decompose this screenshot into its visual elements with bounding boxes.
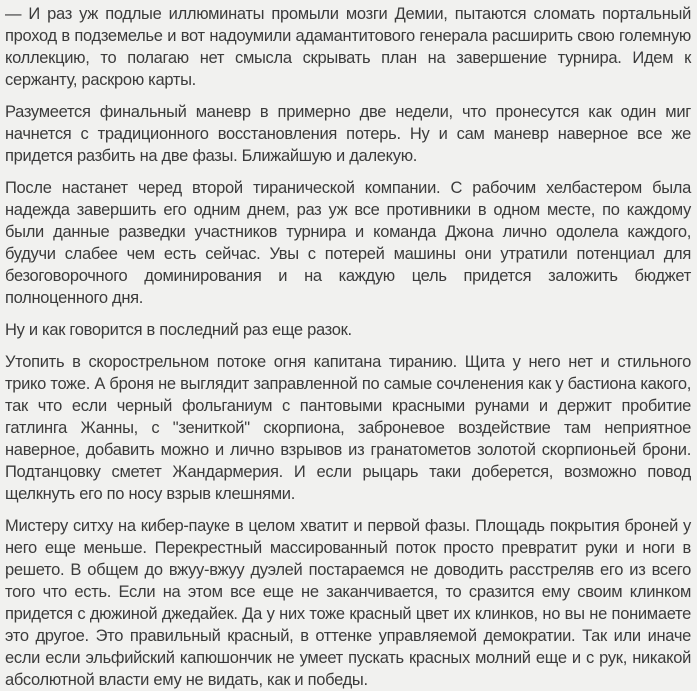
paragraph-2: Разумеется финальный маневр в примерно две недели, что пронесутся как один миг начнется с традиционного восстановления потерь. Ну и сам маневр наверное все же придется разбить на две фазы. Ближайшую и далекую. — [5, 103, 691, 165]
paragraph-6: Мистеру ситху на кибер-пауке в целом хватит и первой фазы. Площадь покрытия броней у него еще меньше. Перекрестный массированный поток просто превратит руки и ноги в решето. В общем до вжуу-вжуу дуэлей постараемся не доводить расстреляв его из всего того что есть. Если на этом все еще не заканчивается, то сразится ему своим клинком придется с дюжиной джедайек. Да у них тоже красный цвет их клинков, но вы не понимаете это другое. Это правильный красный, в оттенке управляемой демократии. Так или иначе если если эльфийский капюшончик не умеет пускать красных молний еще и с рук, никакой абсолютной власти ему не видать, как и победы. — [5, 517, 691, 689]
paragraph-1: — И раз уж подлые иллюминаты промыли мозги Демии, пытаются сломать портальный проход в подземелье и вот надоумили адамантитового генерала расширить свою големную коллекцию, то полагаю нет смысла скрывать план на завершение турнира. Идем к сержанту, раскрою карты. — [5, 5, 691, 89]
paragraph-5: Утопить в скорострельном потоке огня капитана тиранию. Щита у него нет и стильного трико тоже. А броня не выглядит заправленной по самые сочленения как у бастиона какого, так что если черный фольганиум с пантовыми красными рунами и держит пробитие гатлинга Жанны, с "зениткой" скорпиона, заброневое воздействие там неприятное наверное, добавить можно и лично взрывов из гранатометов золотой скорпионьей брони. Подтанцовку сметет Жандармерия. И если рыцарь таки доберется, возможно повод щелкнуть его по носу взрыв клешнями. — [5, 353, 691, 503]
paragraph-3: После настанет черед второй тиранической компании. С рабочим хелбастером была надежда завершить его одним днем, раз уж все противники в одном месте, по каждому были данные разведки участников турнира и команда Джона лично одолела каждого, будучи слабее чем есть сейчас. Увы с потерей машины они утратили потенциал для безоговорочного доминирования и на каждую цель придется заложить бюджет полноценного дня. — [5, 179, 691, 307]
paragraph-4: Ну и как говорится в последний раз еще разок. — [5, 321, 352, 339]
